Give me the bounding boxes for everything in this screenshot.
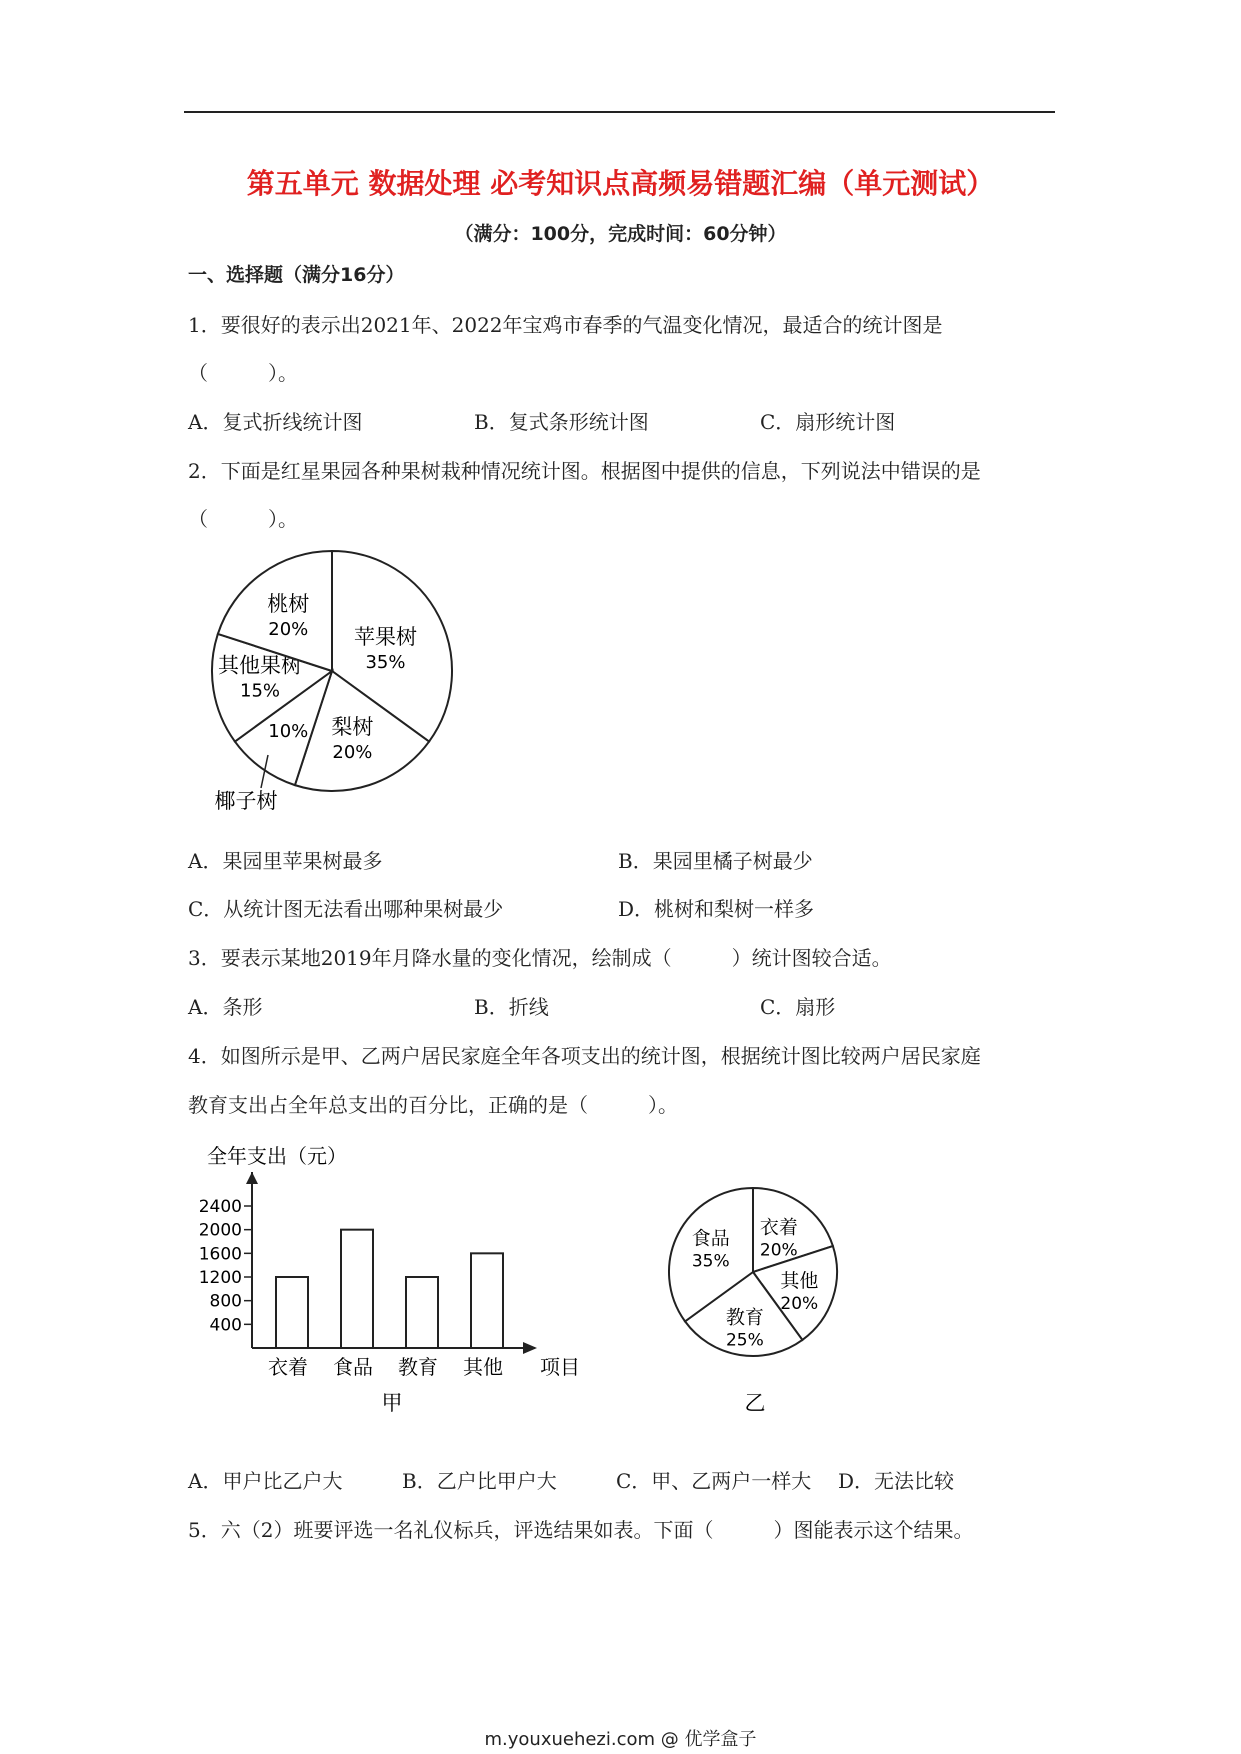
question-4-text-line1: 4．如图所示是甲、乙两户居民家庭全年各项支出的统计图，根据统计图比较两户居民家庭 [188,1044,981,1068]
bar [406,1277,438,1348]
footer-source: m.youxuehezi.com @ 优学盒子 [484,1729,757,1750]
question-1-option-c[interactable]: C．扇形统计图 [760,410,896,434]
question-1-option-a[interactable]: A．复式折线统计图 [188,410,363,434]
household-b-pie-chart [660,1175,850,1415]
x-tick-label: 教育 [398,1355,438,1379]
pie-slice-value: 15% [240,680,281,702]
x-tick-label: 食品 [333,1355,373,1379]
question-2-option-d[interactable]: D．桃树和梨树一样多 [618,897,815,921]
question-3-option-a[interactable]: A．条形 [188,995,263,1019]
pie-slice-value: 10% [268,721,309,743]
x-tick-label: 衣着 [268,1355,308,1379]
bar [341,1230,373,1348]
question-2-option-b[interactable]: B．果园里橘子树最少 [618,849,813,873]
question-3-option-b[interactable]: B．折线 [474,995,549,1019]
question-3-text: 3．要表示某地2019年月降水量的变化情况，绘制成（ ）统计图较合适。 [188,946,892,970]
bar [471,1253,503,1348]
section-heading: 一、选择题（满分16分） [188,264,405,286]
pie-slice-value: 20% [759,1240,798,1261]
question-2-blank: （ ）。 [188,507,298,531]
chart-caption: 甲 [381,1391,403,1415]
pie-slice-label: 苹果树 [353,624,417,649]
y-tick-label: 1200 [198,1268,242,1288]
question-2-option-c[interactable]: C．从统计图无法看出哪种果树最少 [188,897,504,921]
pie-slice-label: 教育 [725,1306,764,1329]
page-title: 第五单元 数据处理 必考知识点高频易错题汇编（单元测试） [246,167,995,200]
question-1-text: 1．要很好的表示出2021年、2022年宝鸡市春季的气温变化情况，最适合的统计图是 [188,313,943,337]
pie-slice-label: 其他 [780,1270,819,1293]
y-tick-label: 1600 [198,1244,242,1265]
question-2-option-a[interactable]: A．果园里苹果树最多 [188,849,383,873]
question-4-option-d[interactable]: D．无法比较 [838,1469,955,1493]
question-4-option-b[interactable]: B．乙户比甲户大 [402,1469,557,1493]
question-1-blank: （ ）。 [188,361,298,385]
y-tick-label: 2400 [198,1197,242,1217]
question-2-text: 2．下面是红星果园各种果树栽种情况统计图。根据图中提供的信息，下列说法中错误的是 [188,459,981,483]
x-axis-title: 项目 [540,1355,580,1379]
question-3-option-c[interactable]: C．扇形 [760,995,836,1019]
chart-caption: 乙 [744,1391,766,1415]
orchard-pie-chart [200,535,480,817]
pie-slice-value: 25% [725,1330,764,1351]
x-axis-arrow [523,1342,537,1354]
y-tick-label: 400 [209,1315,242,1336]
y-axis-arrow [246,1172,258,1184]
page-subtitle: （满分：100分，完成时间：60分钟） [454,223,787,245]
bar [276,1277,308,1348]
question-4-option-a[interactable]: A．甲户比乙户大 [188,1469,343,1493]
question-5-text: 5．六（2）班要评选一名礼仪标兵，评选结果如表。下面（ ）图能表示这个结果。 [188,1518,974,1542]
header-rule [184,111,1055,113]
y-tick-label: 2000 [198,1220,242,1241]
pie-slice-label: 其他果树 [218,653,303,678]
pie-slice-value: 20% [332,741,373,763]
question-4-text-line2: 教育支出占全年总支出的百分比，正确的是（ ）。 [188,1093,678,1117]
pie-slice-value: 20% [268,618,309,640]
pie-slice-value: 35% [365,651,406,673]
pie-slice-label: 梨树 [331,714,374,739]
question-4-option-c[interactable]: C．甲、乙两户一样大 [616,1469,812,1493]
household-a-bar-chart [195,1135,605,1415]
x-tick-label: 其他 [463,1355,503,1379]
pie-slice-label: 食品 [691,1227,730,1250]
pie-slice-label: 椰子树 [214,789,278,813]
pie-slice-value: 20% [780,1294,819,1315]
pie-slice-value: 35% [691,1251,730,1272]
pie-slice-label: 桃树 [267,591,310,616]
y-tick-label: 800 [209,1291,242,1312]
pie-slice-label: 衣着 [759,1216,798,1239]
y-axis-title: 全年支出（元） [207,1144,347,1168]
question-1-option-b[interactable]: B．复式条形统计图 [474,410,649,434]
